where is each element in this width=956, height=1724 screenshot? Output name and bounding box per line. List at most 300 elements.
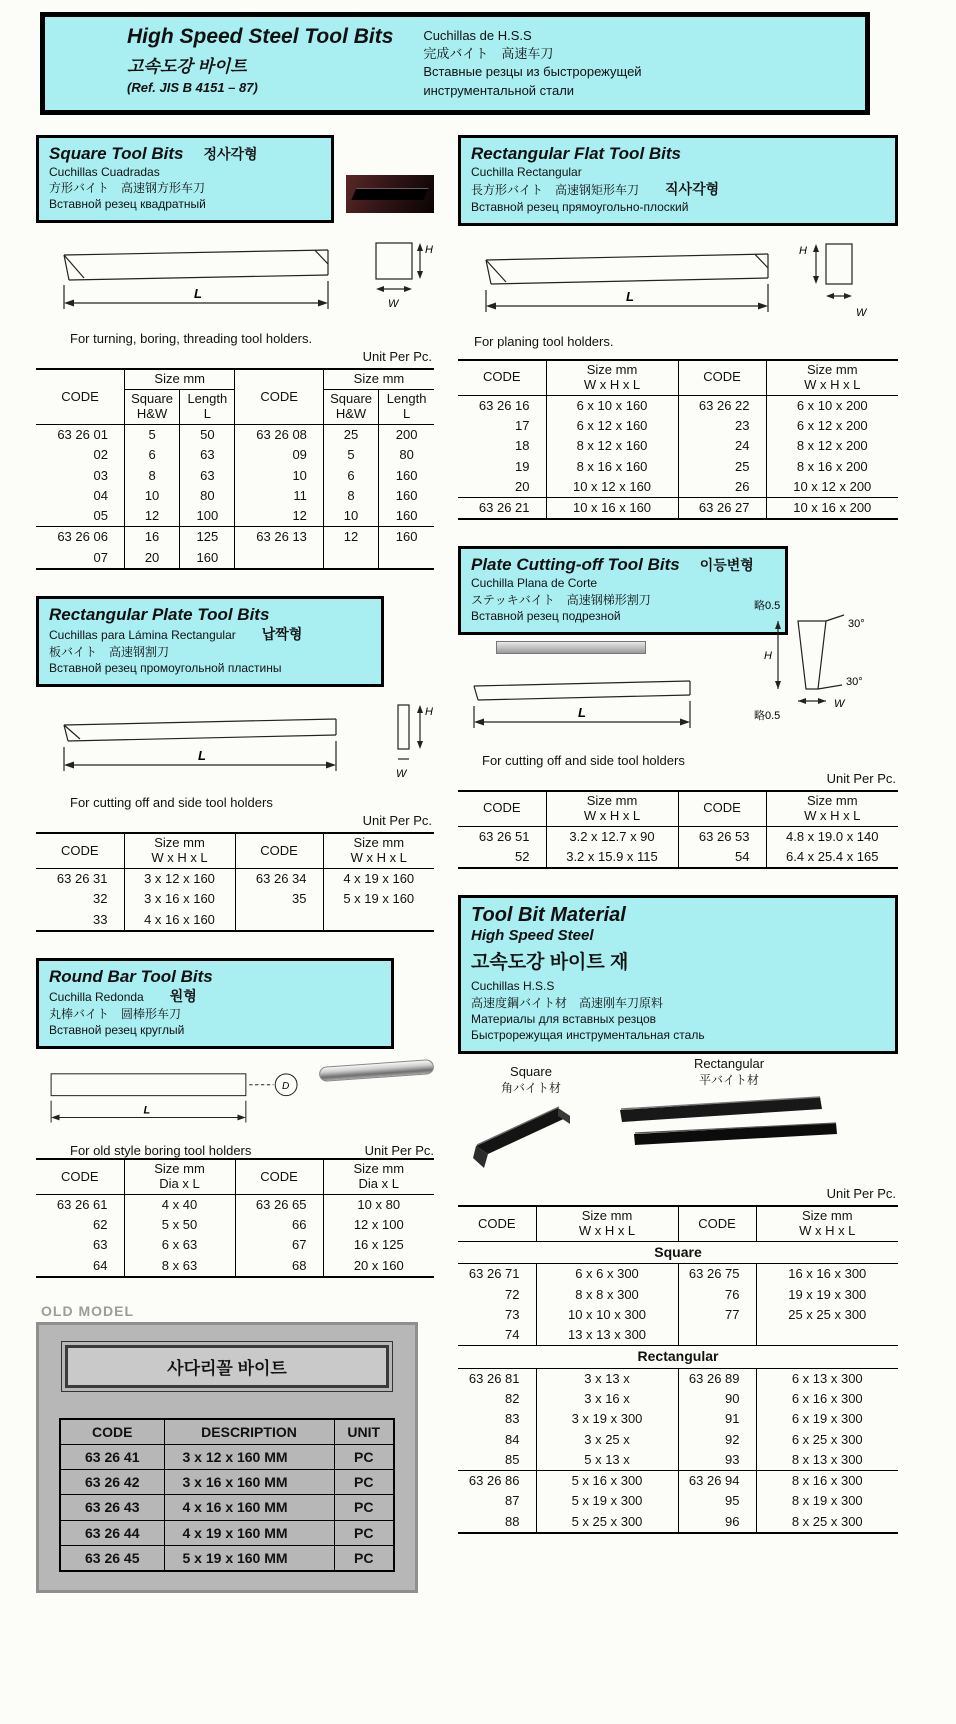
- old-model-table: [59, 1418, 395, 1572]
- column-header-label: CODE: [260, 842, 298, 858]
- column-header-code: [458, 360, 546, 395]
- material-square-caption-jp: 角バイト材: [500, 1081, 561, 1096]
- table-row: [458, 826, 898, 847]
- table-cell: 6 x 12 x 160: [546, 416, 678, 436]
- round-bar-photo: [319, 1059, 435, 1082]
- table-cell: [756, 1325, 898, 1346]
- section-square-tool-bits: [36, 135, 434, 570]
- table-cell: PC: [334, 1470, 394, 1495]
- table-cell: 63 26 41: [60, 1445, 164, 1470]
- column-header-label: CODE: [703, 369, 741, 385]
- table-body-square: [458, 1264, 898, 1346]
- unit-note: Unit Per Pc.: [362, 813, 432, 829]
- table-cell: 05: [93, 508, 108, 524]
- column-header-label: Size mm: [806, 792, 858, 808]
- table-cell: 6 x 10 x 160: [546, 395, 678, 416]
- table-cell: [379, 548, 434, 569]
- table-header: [60, 1419, 394, 1445]
- table-cell: 92: [678, 1430, 756, 1450]
- table-cell: 200: [379, 425, 434, 446]
- table-cell: 4 x 19 x 160: [323, 869, 434, 890]
- table-row: [458, 1409, 898, 1429]
- table-cell: 63 26 42: [60, 1470, 164, 1495]
- usage-note: For turning, boring, threading tool holders.: [70, 331, 313, 347]
- section-korean-label: 납짝형: [261, 625, 303, 642]
- table-cell: 3 x 16 x 160 MM: [164, 1470, 334, 1495]
- square-tool-bit-diagram: [36, 235, 434, 327]
- table-cell: 83: [505, 1411, 520, 1427]
- column-header-label: W x H x L: [350, 850, 407, 866]
- band-row-square: [458, 1241, 898, 1264]
- table-cell: 63 26 34: [235, 869, 323, 890]
- header-line: Cuchillas de H.S.S: [423, 28, 532, 43]
- table-cell: 4.8 x 19.0 x 140: [766, 826, 898, 847]
- section-rectangular-plate-tool-bits: [36, 596, 434, 932]
- table-cell: 3.2 x 12.7 x 90: [546, 826, 678, 847]
- table-cell: 10 x 16 x 160: [546, 498, 678, 520]
- table-cell: 6 x 6 x 300: [536, 1264, 678, 1285]
- table-cell: [323, 548, 378, 569]
- table-cell: 96: [678, 1512, 756, 1533]
- table-cell: 50: [180, 425, 235, 446]
- page-title-korean: 고속도강 바이트: [127, 57, 247, 76]
- table-row: [458, 457, 898, 477]
- dim-label-h: H: [425, 706, 433, 719]
- section-rectangular-flat-tool-bits: [458, 135, 898, 521]
- column-header-code: [678, 360, 766, 395]
- table-cell: 77: [678, 1305, 756, 1325]
- column-subheader-label: H&W: [136, 406, 168, 422]
- content-columns: [0, 115, 956, 1593]
- column-header-label: CODE: [60, 842, 99, 858]
- table-row: [458, 1305, 898, 1325]
- table-header: [36, 369, 434, 424]
- material-square-bar-photo: [466, 1098, 596, 1178]
- column-header-label: W x H x L: [804, 376, 861, 392]
- dim-label-w: W: [388, 298, 399, 311]
- section-subtitle: Cuchillas Cuadradas: [49, 164, 160, 179]
- table-cell: 11: [235, 486, 323, 506]
- column-header-size: [323, 369, 434, 389]
- table-cell: 76: [678, 1285, 756, 1305]
- table-cell: 3 x 12 x 160 MM: [164, 1445, 334, 1470]
- table-cell: 62: [93, 1217, 108, 1233]
- column-header-label: Size mm: [801, 1208, 853, 1224]
- column-header-size: [124, 1159, 235, 1194]
- column-header-code: [678, 791, 766, 826]
- table-cell: 16 x 125: [323, 1235, 434, 1255]
- table-row: [60, 1520, 394, 1545]
- dim-label-d: D: [281, 1080, 290, 1092]
- band-label: Square: [654, 1243, 702, 1260]
- section-korean-label: 이등변형: [699, 557, 754, 574]
- table-row: [458, 1285, 898, 1305]
- plate-cutting-photo: [496, 641, 646, 654]
- column-header-label: CODE: [60, 1168, 99, 1184]
- column-header-label: CODE: [477, 1215, 516, 1231]
- table-cell: 32: [93, 891, 108, 907]
- table-cell: 63 26 53: [678, 826, 766, 847]
- table-cell: 6 x 63: [124, 1235, 235, 1255]
- table-cell: 25: [678, 457, 766, 477]
- table-cell: 63 26 44: [60, 1520, 164, 1545]
- column-header: UNIT: [334, 1419, 394, 1445]
- table-body: [36, 1194, 434, 1277]
- section-subtitle: 丸棒バイト 圆棒形车刀: [49, 1006, 182, 1021]
- table-cell: 04: [93, 487, 108, 503]
- table-cell: [235, 548, 323, 569]
- table-cell: 25: [323, 425, 378, 446]
- table-row: [36, 425, 434, 446]
- table-cell: 5 x 25 x 300: [536, 1512, 678, 1533]
- table-row: [458, 395, 898, 416]
- rect-plate-header: [36, 596, 384, 687]
- angle-label-top: 30°: [848, 617, 865, 630]
- table-cell: 63 26 21: [458, 498, 546, 520]
- table-cell: 88: [505, 1513, 520, 1529]
- table-cell: 66: [235, 1215, 323, 1235]
- table-cell: 3 x 13 x: [536, 1368, 678, 1389]
- right-column: [458, 135, 898, 1593]
- table-row: [36, 910, 434, 931]
- table-row: [458, 416, 898, 436]
- dim-label-l: L: [578, 704, 586, 720]
- header-left: [59, 25, 423, 100]
- column-header-code: [36, 833, 124, 868]
- table-cell: 95: [678, 1491, 756, 1511]
- table-cell: 3 x 19 x 300: [536, 1409, 678, 1429]
- page-header: [40, 12, 870, 115]
- table-body: [458, 826, 898, 868]
- table-cell: 63 26 81: [468, 1370, 520, 1386]
- table-header: [36, 833, 434, 868]
- section-subtitle: Вставной резец подрезной: [471, 608, 621, 623]
- dim-label-h: H: [425, 244, 433, 257]
- table-cell: 160: [379, 466, 434, 486]
- angle-label-bottom: 30°: [846, 675, 863, 688]
- section-plate-cutting-off-tool-bits: [458, 546, 898, 869]
- table-cell: 63 26 43: [60, 1495, 164, 1520]
- table-cell: 16: [124, 527, 179, 548]
- table-cell: 64: [93, 1257, 108, 1273]
- column-header: DESCRIPTION: [164, 1419, 334, 1445]
- section-tool-bit-material: [458, 895, 898, 1534]
- table-row: [60, 1495, 394, 1520]
- column-header-label: Size mm: [154, 1161, 205, 1177]
- dim-label-w: W: [834, 697, 845, 710]
- table-cell: 20 x 160: [323, 1256, 434, 1277]
- table-cell: 02: [93, 447, 108, 463]
- column-header-label: CODE: [482, 800, 521, 816]
- table-row: [36, 1256, 434, 1277]
- table-header: [458, 1206, 898, 1241]
- column-header-code: [458, 791, 546, 826]
- dim-label-w: W: [856, 307, 867, 320]
- table-cell: 80: [379, 445, 434, 465]
- photo-bar: [351, 188, 428, 200]
- column-header-code: [235, 1159, 323, 1194]
- approx-label-bottom: 略0.5: [754, 709, 781, 722]
- rect-flat-table: [458, 359, 898, 520]
- column-header-label: W x H x L: [151, 850, 208, 866]
- section-subtitle: 板バイト 高速钢割刀: [49, 644, 170, 659]
- table-row: [60, 1445, 394, 1470]
- table-cell: 6 x 25 x 300: [756, 1430, 898, 1450]
- table-cell: [678, 1325, 756, 1346]
- old-model-tag: OLD MODEL: [41, 1302, 134, 1319]
- unit-note: Unit Per Pc.: [826, 770, 896, 786]
- table-cell: 100: [180, 506, 235, 527]
- table-cell: 3 x 12 x 160: [124, 869, 235, 890]
- table-cell: 8 x 25 x 300: [756, 1512, 898, 1533]
- table-cell: 10 x 12 x 200: [766, 477, 898, 498]
- table-row: [36, 527, 434, 548]
- column-header-label: CODE: [703, 800, 741, 816]
- table-cell: 20: [124, 548, 179, 569]
- column-header-code: [36, 1159, 124, 1194]
- page-reference: (Ref. JIS B 4151 – 87): [127, 80, 258, 95]
- table-cell: 10 x 16 x 200: [766, 498, 898, 520]
- column-header-label: W x H x L: [578, 1223, 636, 1239]
- table-row: [458, 847, 898, 868]
- table-cell: 63 26 89: [678, 1368, 756, 1389]
- section-subtitle: Cuchilla Plana de Corte: [471, 576, 598, 591]
- column-header-label: CODE: [482, 369, 521, 385]
- table-cell: 10: [235, 466, 323, 486]
- table-cell: 16 x 16 x 300: [756, 1264, 898, 1285]
- table-row: [60, 1470, 394, 1495]
- table-cell: 160: [379, 527, 434, 548]
- table-header: [458, 791, 898, 826]
- table-cell: 3 x 16 x: [536, 1389, 678, 1409]
- table-cell: 35: [235, 889, 323, 909]
- table-row: [60, 1545, 394, 1571]
- table-cell: 63: [180, 466, 235, 486]
- table-cell: [235, 910, 323, 931]
- table-cell: 82: [505, 1391, 520, 1407]
- usage-note: For cutting off and side tool holders: [70, 795, 273, 811]
- column-header-label: Size mm: [154, 835, 205, 851]
- table-cell: 07: [93, 549, 108, 565]
- table-cell: 4 x 16 x 160 MM: [164, 1495, 334, 1520]
- table-cell: 19: [515, 458, 530, 474]
- section-korean-label: 고속도강 바이트 재: [471, 952, 629, 974]
- unit-note: Unit Per Pc.: [364, 1143, 434, 1159]
- section-title: Tool Bit Material: [471, 904, 626, 927]
- table-cell: 8 x 16 x 300: [756, 1471, 898, 1492]
- band-row-rectangular: [458, 1346, 898, 1369]
- table-cell: 63 26 22: [678, 395, 766, 416]
- column-header-label: Size mm: [806, 362, 858, 378]
- column-header-size: [124, 369, 235, 389]
- table-cell: 73: [505, 1306, 520, 1322]
- section-round-bar-tool-bits: [36, 958, 434, 1278]
- column-header-code: [235, 369, 323, 424]
- table-cell: 8: [323, 486, 378, 506]
- table-cell: 6 x 16 x 300: [756, 1389, 898, 1409]
- table-cell: 26: [678, 477, 766, 498]
- section-subtitle: 方形バイト 高速钢方形车刀: [49, 180, 206, 195]
- table-body: [458, 395, 898, 519]
- column-header-label: Dia x L: [358, 1175, 399, 1191]
- table-cell: 5: [124, 425, 179, 446]
- table-cell: 160: [180, 548, 235, 569]
- table-cell: 63 26 06: [36, 527, 124, 548]
- column-header-size: [766, 360, 898, 395]
- table-row: [36, 1194, 434, 1215]
- section-subtitle: Cuchilla Rectangular: [471, 164, 582, 179]
- table-header: [36, 1159, 434, 1194]
- column-header-label: Size mm: [353, 835, 405, 851]
- dim-label-h: H: [764, 649, 772, 662]
- table-cell: 67: [235, 1235, 323, 1255]
- band-label: Rectangular: [637, 1348, 719, 1365]
- rect-flat-diagram: [458, 238, 888, 330]
- table-cell: 10: [124, 486, 179, 506]
- table-row: [36, 506, 434, 527]
- table-row: [458, 1264, 898, 1285]
- table-cell: 19 x 19 x 300: [756, 1285, 898, 1305]
- dim-label-h: H: [799, 245, 807, 258]
- material-rect-caption-jp: 平バイト材: [698, 1073, 759, 1088]
- table-cell: 54: [678, 847, 766, 868]
- table-cell: 5 x 19 x 300: [536, 1491, 678, 1511]
- table-row: [458, 498, 898, 520]
- column-header-size: [546, 360, 678, 395]
- column-header-code: [235, 833, 323, 868]
- table-row: [458, 1491, 898, 1511]
- column-header-size: [124, 833, 235, 868]
- column-header-label: W x H x L: [583, 376, 641, 392]
- dim-label-l: L: [198, 748, 206, 764]
- column-header-label: Dia x L: [159, 1175, 200, 1191]
- table-cell: 3.2 x 15.9 x 115: [546, 847, 678, 868]
- table-cell: 5 x 19 x 160 MM: [164, 1545, 334, 1571]
- column-header-label: CODE: [260, 1168, 298, 1184]
- material-square-caption: Square: [510, 1064, 552, 1080]
- column-header: CODE: [60, 1419, 164, 1445]
- table-row: [36, 1235, 434, 1255]
- header-line: Вставные резцы из быстрорежущей: [423, 64, 642, 80]
- table-cell: 63 26 75: [678, 1264, 756, 1285]
- section-title: Plate Cutting-off Tool Bits: [471, 555, 680, 575]
- table-cell: 8 x 19 x 300: [756, 1491, 898, 1511]
- table-cell: 5: [323, 445, 378, 465]
- table-cell: 8 x 13 x 300: [756, 1450, 898, 1471]
- material-rect-caption: Rectangular: [693, 1056, 765, 1072]
- table-row: [458, 1471, 898, 1492]
- table-cell: 6: [124, 445, 179, 465]
- table-cell: 12: [235, 506, 323, 527]
- round-bar-table: [36, 1158, 434, 1278]
- column-header-size: [546, 791, 678, 826]
- square-tool-bit-photo: [346, 175, 434, 213]
- old-model-panel: [36, 1302, 418, 1593]
- table-cell: 63 26 45: [60, 1545, 164, 1571]
- table-cell: 63 26 65: [235, 1194, 323, 1215]
- plate-cut-bar-diagram: [458, 664, 708, 734]
- section-subtitle: Вставной резец квадратный: [49, 197, 206, 212]
- table-cell: 12: [323, 527, 378, 548]
- usage-note: For cutting off and side tool holders: [482, 752, 685, 768]
- table-cell: 8 x 63: [124, 1256, 235, 1277]
- round-bar-header: [36, 958, 394, 1049]
- column-header-size: [536, 1206, 678, 1241]
- table-cell: 5 x 16 x 300: [536, 1471, 678, 1492]
- table-cell: 5 x 13 x: [536, 1450, 678, 1471]
- table-cell: 20: [515, 478, 530, 494]
- table-cell: 160: [379, 486, 434, 506]
- table-cell: 10 x 10 x 300: [536, 1305, 678, 1325]
- column-header-size: [323, 1159, 434, 1194]
- column-header-size: [766, 791, 898, 826]
- table-cell: 25 x 25 x 300: [756, 1305, 898, 1325]
- table-row: [36, 466, 434, 486]
- material-square-photo-block: [466, 1064, 596, 1183]
- rect-plate-diagram: [36, 699, 434, 791]
- table-cell: 10 x 80: [323, 1194, 434, 1215]
- table-cell: 03: [93, 467, 108, 483]
- table-cell: 63 26 31: [56, 871, 108, 887]
- rect-flat-header: [458, 135, 898, 226]
- section-subtitle: Материалы для вставных резцов: [471, 1011, 657, 1026]
- table-cell: 6 x 12 x 200: [766, 416, 898, 436]
- table-cell: 8: [124, 466, 179, 486]
- table-cell: 6 x 19 x 300: [756, 1409, 898, 1429]
- section-title: Square Tool Bits: [49, 143, 184, 163]
- column-subheader: [180, 390, 235, 425]
- table-row: [36, 869, 434, 890]
- table-cell: 17: [515, 418, 530, 434]
- column-subheader-label: L: [402, 406, 411, 422]
- table-row: [458, 436, 898, 456]
- tool-bit-material-table: [458, 1205, 898, 1534]
- old-model-title: 사다리꼴 바이트: [65, 1345, 389, 1388]
- page-title: High Speed Steel Tool Bits: [127, 25, 394, 48]
- section-subtitle-en: High Speed Steel: [471, 927, 594, 945]
- column-header-label: CODE: [61, 388, 99, 404]
- column-header-code: [36, 369, 124, 424]
- table-cell: 63 26 86: [458, 1471, 536, 1492]
- column-subheader: [379, 390, 434, 425]
- table-cell: 12 x 100: [323, 1215, 434, 1235]
- table-row: [36, 486, 434, 506]
- table-row: [36, 1215, 434, 1235]
- section-title: Rectangular Plate Tool Bits: [49, 604, 270, 624]
- table-cell: 63 26 94: [678, 1471, 756, 1492]
- table-cell: 125: [180, 527, 235, 548]
- table-cell: 90: [678, 1389, 756, 1409]
- old-model-title-box: [61, 1341, 393, 1392]
- table-cell: 91: [678, 1409, 756, 1429]
- section-subtitle: Вставной резец прямоугольно-плоский: [471, 199, 689, 214]
- column-header-size: [756, 1206, 898, 1241]
- table-cell: 18: [515, 438, 530, 454]
- column-header-code: [458, 1206, 536, 1241]
- section-subtitle: Быстрорежущая инструментальная сталь: [471, 1027, 705, 1042]
- table-cell: 10 x 12 x 160: [546, 477, 678, 498]
- table-body-rectangular: [458, 1368, 898, 1533]
- square-tool-bits-header: [36, 135, 334, 224]
- table-cell: 72: [505, 1286, 520, 1302]
- section-subtitle: Cuchillas H.S.S: [471, 979, 555, 994]
- tool-bit-material-header: [458, 895, 898, 1054]
- table-cell: 4 x 40: [124, 1194, 235, 1215]
- table-row: [458, 1368, 898, 1389]
- table-cell: 12: [124, 506, 179, 527]
- plate-cut-table: [458, 790, 898, 869]
- table-cell: PC: [334, 1495, 394, 1520]
